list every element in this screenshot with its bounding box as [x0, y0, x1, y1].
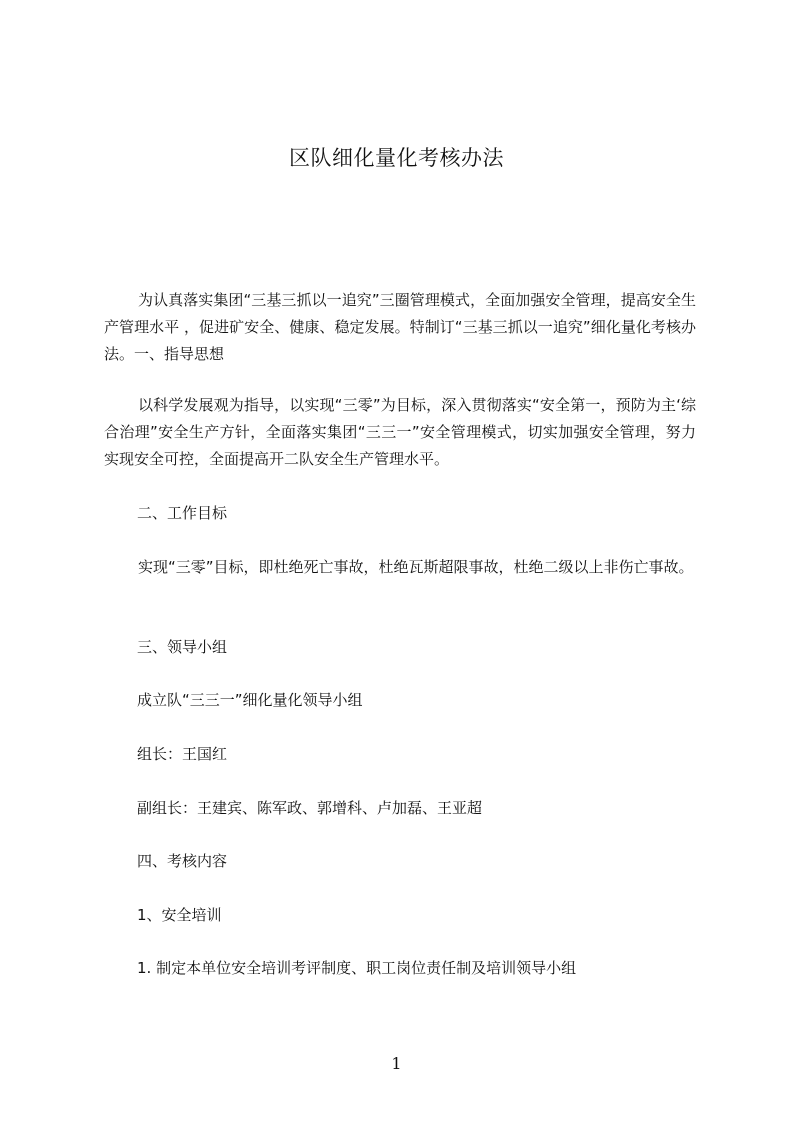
intro-paragraph: 为认真落实集团“三基三抓以一追究”三圈管理模式，全面加强安全管理，提高安全生产管理水平 ，促进矿安全、健康、稳定发展。特制订“三基三抓以一追究”细化量化考核办法。一、指导思想	[104, 291, 696, 363]
document-title: 区队细化量化考核办法	[289, 146, 504, 170]
heading-assessment-content: 四、考核内容	[137, 852, 228, 870]
goal-paragraph: 实现“三零”目标，即杜绝死亡事故，杜绝瓦斯超限事故，杜绝二级以上非伤亡事故。	[138, 558, 694, 576]
heading-work-goal: 二、工作目标	[137, 504, 228, 522]
item-safety-training: 1、安全培训	[137, 906, 222, 924]
item-training-system: 1. 制定本单位安全培训考评制度、职工岗位责任制及培训领导小组	[137, 959, 577, 977]
page-number: 1	[391, 1054, 402, 1073]
deputy-leaders-line: 副组长：王建宾、陈军政、郭增科、卢加磊、王亚超	[137, 799, 483, 817]
team-leader-line: 组长：王国红	[137, 745, 228, 763]
team-setup-line: 成立队“三三一”细化量化领导小组	[137, 691, 363, 709]
guiding-paragraph: 以科学发展观为指导，以实现“三零”为目标，深入贯彻落实“安全第一，预防为主‘综合治理”安全生产方针，全面落实集团“三三一”安全管理模式，切实加强安全管理，努力实现安全可控，全面提高开二队安全生产管理水平。	[104, 396, 696, 468]
heading-leadership-team: 三、领导小组	[137, 638, 228, 656]
